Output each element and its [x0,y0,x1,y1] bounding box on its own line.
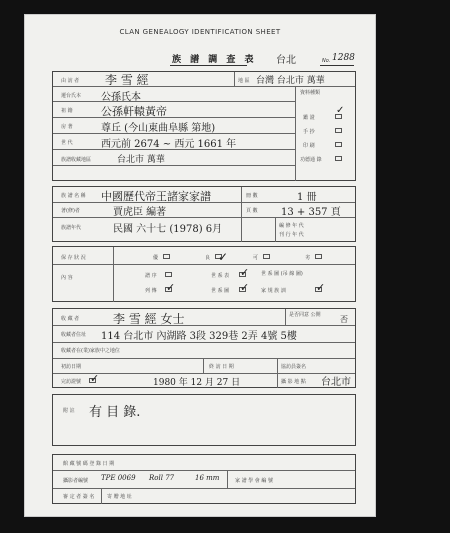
origin-value: 公孫軒轅黃帝 [101,105,167,118]
volumes-label: 冊 數 [246,193,258,199]
section-notes [52,394,356,446]
content-1-checkbox[interactable] [165,272,172,277]
option-4-checkbox[interactable] [335,156,342,161]
section-applicant [52,71,356,181]
extra-label: 世 系 圖 (吊 線 圖) [261,271,303,277]
author-value: 賈虎臣 編著 [113,207,167,218]
status-1-label: 優 [153,255,159,261]
roll-value: Roll 77 [149,474,175,482]
author-label: 著(修)者 [61,208,80,214]
holder-value: 李 雪 經 女士 [113,312,185,326]
archive-label: 館 藏 號 碼 登 錄 日 期 [63,461,115,467]
status-label: 保 存 狀 況 [61,255,86,261]
section-holder [52,308,356,388]
year-label: 族譜年代 [61,225,82,231]
pages-label: 頁 數 [246,208,258,214]
option-3-label: 印 刷 [303,143,315,149]
content-2-check-mark: ✓ [240,266,250,279]
status-2-check-mark: ✓ [218,250,229,264]
ancestor-value: 公孫氏本 [101,92,141,103]
origin-label: 祖 籍 [61,108,73,114]
address-label: 收藏者住址 [61,332,87,338]
content-1-label: 譜 序 [145,273,157,279]
section-source [52,186,356,242]
year-value: 民國 六十七 (1978) 6月 [113,224,223,235]
region-value: 台灣 台北市 萬華 [256,76,325,86]
volumes-value: 1 冊 [297,192,317,203]
content-4-label: 列 傳 [145,288,157,294]
sheet-title: CLAN GENEALOGY IDENTIFICATION SHEET [119,28,281,36]
source-label: 族 譜 名 稱 [61,193,86,199]
note-label: 附 註 [63,408,75,414]
resident-label: 族譜收藏地區 [61,157,92,163]
survey-check-mark: ✓ [90,372,100,385]
status-4-checkbox[interactable] [315,254,322,259]
address-value: 114 台北市 內湖路 3段 329巷 2弄 4號 5樓 [101,331,297,342]
authorized-value: 否 [340,315,348,324]
name-label: 由 訪 者 [61,78,80,84]
content-5-check-mark: ✓ [240,281,250,294]
sheet-subtitle: 族 譜 調 查 表 [172,55,257,65]
info-type-label: 資料種類 [300,90,321,96]
number-underline [320,65,354,66]
contact-label: 收藏者在(業)家族中之地位 [61,348,120,354]
content-6-check-mark: ✓ [316,281,326,294]
society-number-label: 家 譜 學 會 編 號 [235,478,273,484]
survey-place: 台北市 [321,377,351,388]
content-2-label: 世 系 表 [211,273,230,279]
status-4-label: 劣 [305,255,311,261]
status-1-checkbox[interactable] [163,254,170,259]
survey-label: 完訪證號 [61,379,82,385]
content-4-check-mark: ✓ [166,281,176,294]
subtitle-underline [170,65,247,66]
option-4-label: 功德通 錄 [300,157,322,163]
option-1-check-mark: ✓ [336,105,345,116]
genealogy-sheet [24,14,376,517]
option-1-label: 鑑 證 [303,115,315,121]
holder-label: 收 藏 者 [61,316,80,322]
region-label: 地 區 [238,78,250,84]
option-3-checkbox[interactable] [335,142,342,147]
section-footer [52,454,356,504]
authorized-label: 是否同意 公開 [289,312,321,318]
pages-value: 13 + 357 頁 [281,207,341,218]
applicant-name: 李 雪 經 [105,73,149,87]
header-number: 1288 [332,53,355,63]
note-value: 有 目 錄. [89,405,141,420]
last-visit-label: 終 訪 日 期 [209,364,234,370]
content-5-label: 世 系 圖 [211,288,230,294]
donation-address-label: 寄 贈 地 址 [107,494,132,500]
content-label: 內 容 [61,275,73,281]
film-value: TPE 0069 [101,474,136,482]
period-value: 西元前 2674 ~ 西元 1661 年 [101,139,237,150]
length-value: 16 mm [195,474,220,482]
first-visit-label: 初訪日期 [61,364,82,370]
reviewer-label: 審 定 者 簽 名 [63,494,95,500]
publish-year-label: 刊 行 年 代 [279,232,304,238]
film-label: 攝影者編號 [63,478,89,484]
resident-value: 台北市 萬華 [117,155,165,165]
branch-label: 房 著 [61,124,73,130]
branch-value: 尊丘 (今山東曲阜縣 第地) [101,123,216,134]
source-value: 中國歷代帝王諸家家譜 [101,190,211,203]
period-label: 世 代 [61,140,73,146]
option-2-checkbox[interactable] [335,128,342,133]
header-place: 台北 [276,55,296,66]
status-3-label: 可 [253,255,259,261]
ancestor-label: 遷台氏本 [61,93,82,99]
edit-year-label: 編 修 年 代 [279,223,304,229]
option-2-label: 手 抄 [303,129,315,135]
assistant-label: 協訪員簽名 [281,364,307,370]
survey-date: 1980 年 12 月 27 日 [153,378,241,388]
status-3-checkbox[interactable] [263,254,270,259]
section-condition [52,246,356,302]
status-2-label: 良 [205,255,211,261]
content-6-label: 家 規 族 訓 [261,288,286,294]
survey-place-label: 攝 影 地 點 [281,379,306,385]
header-no-label: No. [322,58,331,64]
